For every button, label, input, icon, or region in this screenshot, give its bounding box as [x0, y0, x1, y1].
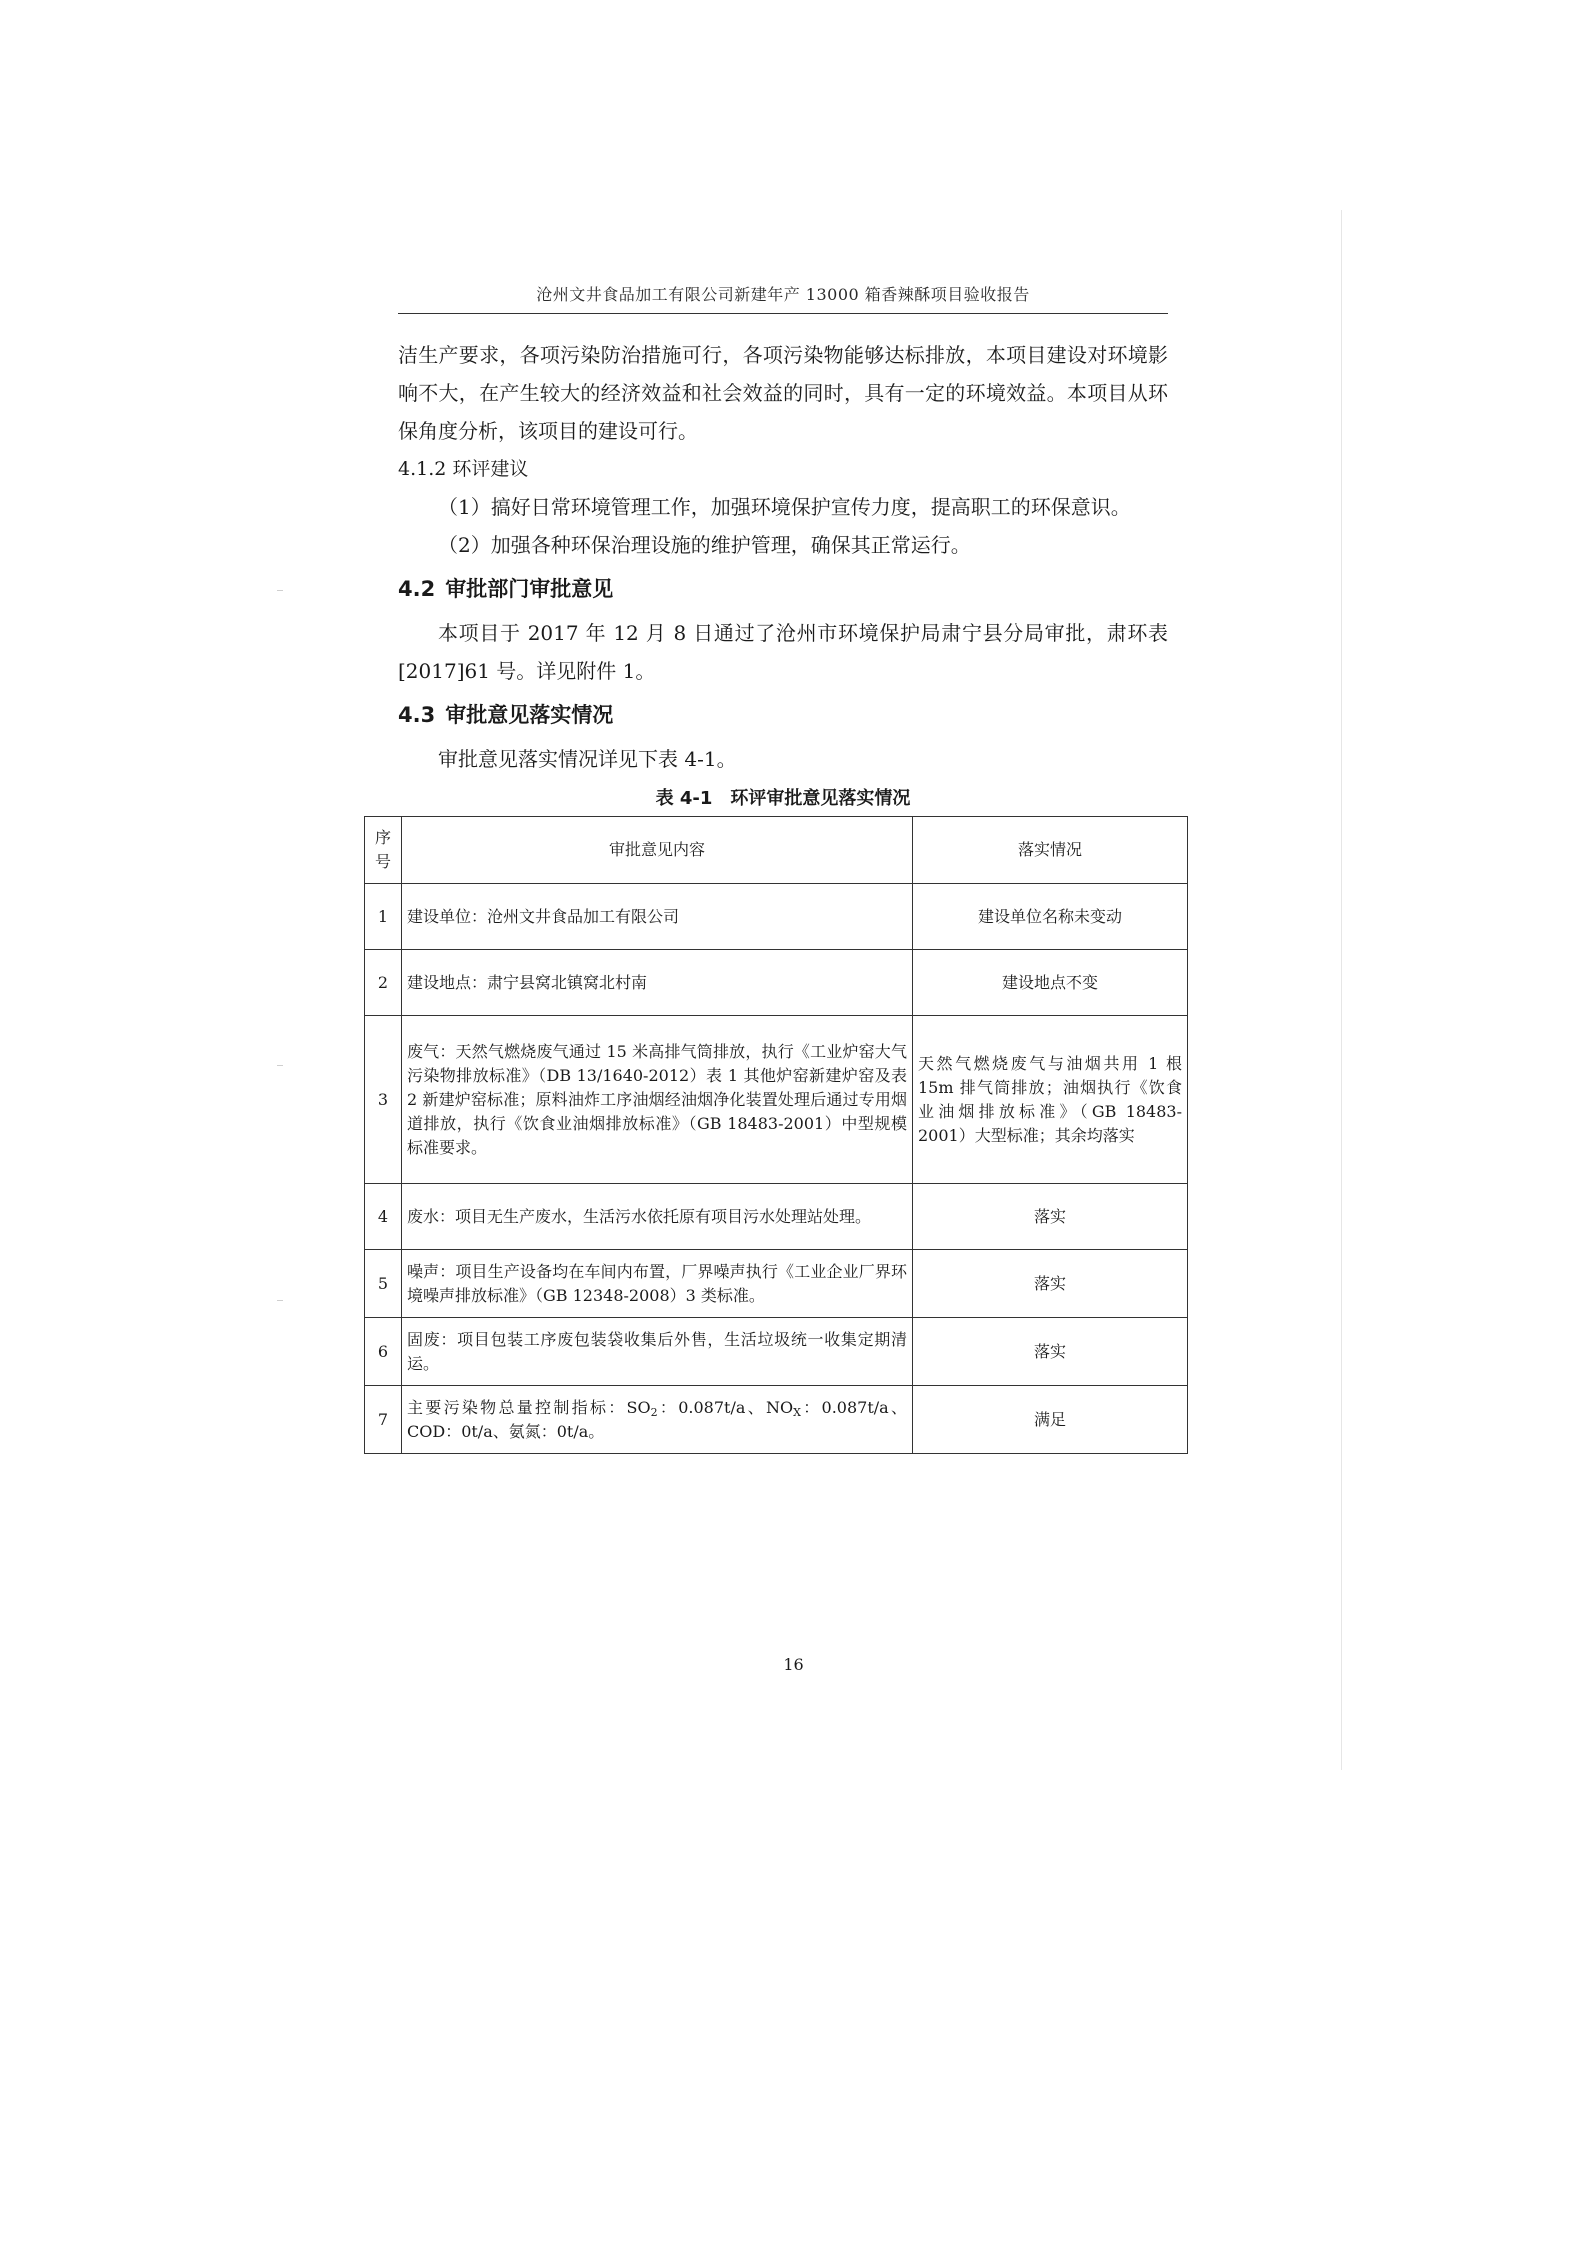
row-content: 建设地点：肃宁县窝北镇窝北村南	[402, 950, 913, 1016]
table-row	[365, 1250, 1188, 1318]
scan-mark	[277, 590, 283, 591]
header-no: 序号	[365, 817, 402, 884]
row-content: 建设单位：沧州文井食品加工有限公司	[402, 884, 913, 950]
table-row	[365, 1016, 1188, 1184]
row-status: 落实	[913, 1250, 1188, 1318]
row-content: 固废：项目包装工序废包装袋收集后外售，生活垃圾统一收集定期清运。	[402, 1318, 913, 1386]
row-content: 噪声：项目生产设备均在车间内布置，厂界噪声执行《工业企业厂界环境噪声排放标准》（GB 12348-2008）3 类标准。	[402, 1250, 913, 1318]
table-row	[365, 1184, 1188, 1250]
row-no: 7	[365, 1386, 402, 1454]
section-number: 4.3	[398, 703, 436, 727]
scan-edge-line	[1341, 210, 1342, 1770]
table-header-row	[365, 817, 1188, 884]
table-row	[365, 950, 1188, 1016]
approval-table	[364, 816, 1188, 1454]
row-status: 落实	[913, 1184, 1188, 1250]
row-no: 6	[365, 1318, 402, 1386]
recommendation-item: （2）加强各种环保治理设施的维护管理，确保其正常运行。	[438, 533, 971, 557]
header-rule	[398, 313, 1168, 314]
content-mid: ：0.087t/a、NO	[657, 1397, 794, 1417]
section-4-3-body: 审批意见落实情况详见下表 4-1。	[438, 747, 737, 771]
row-status: 落实	[913, 1318, 1188, 1386]
row-no: 5	[365, 1250, 402, 1318]
section-title: 审批部门审批意见	[445, 577, 614, 601]
row-content: 废水：项目无生产废水，生活污水依托原有项目污水处理站处理。	[402, 1184, 913, 1250]
section-4-2-body: 本项目于 2017 年 12 月 8 日通过了沧州市环境保护局肃宁县分局审批，肃环表[2017]61 号。详见附件 1。	[398, 621, 1168, 683]
section-heading-4-2	[398, 568, 1168, 610]
nox-subscript: X	[793, 1405, 801, 1419]
section-heading-4-3	[398, 694, 1168, 736]
section-title: 审批意见落实情况	[445, 703, 614, 727]
document-page	[374, 285, 1182, 1454]
row-content: 废气：天然气燃烧废气通过 15 米高排气筒排放，执行《工业炉窑大气污染物排放标准》（DB 13/1640-2012）表 1 其他炉窑新建炉窑及表 2 新建炉窑标准；原料油炸工序油烟经油烟净化装置处理后通过专用烟道排放，执行《饮食业油烟排放标准》（GB 18483-2001）中型规模标准要求。	[402, 1016, 913, 1184]
section-number: 4.2	[398, 577, 436, 601]
table-row	[365, 884, 1188, 950]
header-content: 审批意见内容	[402, 817, 913, 884]
row-content	[402, 1386, 913, 1454]
scan-mark	[277, 1300, 283, 1301]
subsection-heading-4-1-2: 4.1.2 环评建议	[398, 458, 529, 480]
recommendation-item: （1）搞好日常环境管理工作，加强环境保护宣传力度，提高职工的环保意识。	[438, 495, 1131, 519]
page-number: 16	[783, 1655, 804, 1674]
header-status: 落实情况	[913, 817, 1188, 884]
intro-paragraph: 洁生产要求，各项污染防治措施可行，各项污染物能够达标排放，本项目建设对环境影响不大，在产生较大的经济效益和社会效益的同时，具有一定的环境效益。本项目从环保角度分析，该项目的建设可行。	[398, 343, 1168, 443]
so2-subscript: 2	[650, 1405, 658, 1419]
table-row	[365, 1386, 1188, 1454]
row-no: 1	[365, 884, 402, 950]
content-suffix: ：0.087t/a、COD：0t/a、氨氮：0t/a。	[407, 1397, 907, 1441]
row-status: 天然气燃烧废气与油烟共用 1 根 15m 排气筒排放；油烟执行《饮食业油烟排放标准》（GB 18483-2001）大型标准；其余均落实	[913, 1016, 1188, 1184]
content-prefix: 主要污染物总量控制指标：SO	[407, 1397, 651, 1417]
row-status: 满足	[913, 1386, 1188, 1454]
table-number: 表 4-1	[655, 788, 713, 809]
scan-mark	[277, 1065, 283, 1066]
table-row	[365, 1318, 1188, 1386]
table-title: 环评审批意见落实情况	[730, 788, 911, 809]
row-no: 3	[365, 1016, 402, 1184]
running-header: 沧州文井食品加工有限公司新建年产 13000 箱香辣酥项目验收报告	[536, 285, 1030, 304]
row-no: 4	[365, 1184, 402, 1250]
table-caption	[398, 786, 1168, 812]
row-status: 建设地点不变	[913, 950, 1188, 1016]
row-status: 建设单位名称未变动	[913, 884, 1188, 950]
row-no: 2	[365, 950, 402, 1016]
